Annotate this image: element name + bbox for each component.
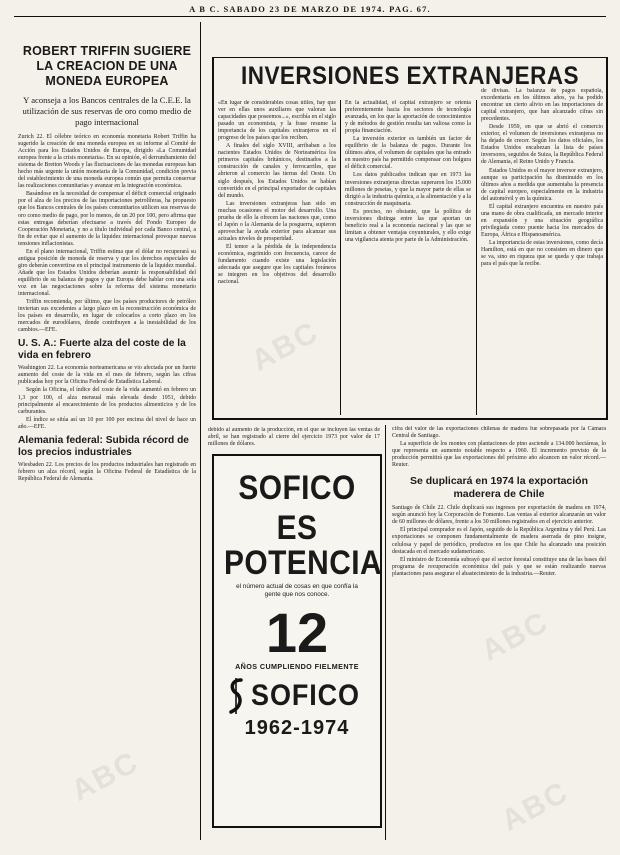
ad-line-potencia: POTENCIA [223, 544, 383, 582]
watermark: ABC [66, 745, 145, 808]
subhead-usa: U. S. A.: Fuerte alza del coste de la vida en febrero [18, 338, 186, 362]
watermark: ABC [476, 605, 555, 668]
page-masthead: A B C. SABADO 23 DE MARZO DE 1974. PAG. 67. [189, 4, 431, 14]
investments-box-left [212, 57, 214, 419]
headline-investments: INVERSIONES EXTRANJERAS [241, 62, 579, 90]
ad-years: 1962-1974 [244, 717, 350, 739]
paragraph: A finales del siglo XVIII, arribaban a los nacientes Estados Unidos de Norteamérica los primeros capitales británicos, destinados a la construcción de canales y ferrocarriles, que abrieron al comercio las tierras del Oeste. Un siglo después, los Estados Unidos se habían convertido en el principal exportador de capitales del mundo. [218, 143, 336, 199]
paragraph: El ministro de Economía subrayó que el sector forestal constituye una de las bases del programa de recuperación económica del país y que se están realizando nuevas plantaciones para asegurar el abastecimiento de la industria.—Reuter. [392, 556, 606, 577]
chile-lead-in-left [208, 427, 380, 449]
investments-col-3 [481, 88, 603, 416]
paragraph: La inversión exterior es también un factor de equilibrio de la balanza de pagos. Durante los últimos años, el volumen de capitales que ha entrado en nuestro país ha permitido compensar con holgura el déficit comercial. [345, 136, 471, 171]
paragraph: «En lugar de considerables cosas útiles, hay que ver en ellas unos auxiliares que valoran las capacidades que poseemos...», escribía en el siglo pasado un economista, y la frase resume la importancia de los capitales extranjeros en el progreso de los países que los reciben. [218, 100, 336, 142]
ad-subline: el número actual de cosas en que confía la gente que nos conoce. [236, 583, 358, 598]
paragraph: Wiesbaden 22. Los precios de los productos industriales han registrado en febrero un alza récord, según la Oficina Federal de Estadística de la República Federal de Alemania. [18, 461, 196, 482]
paragraph: El capital extranjero encuentra en nuestro país una mano de obra cualificada, un mercado interior en expansión y una situación geográfica privilegiada como puente hacia los mercados de Europa, África e Hispanoamérica. [481, 203, 603, 238]
ad-number: 12 [265, 601, 329, 664]
paragraph: Los datos publicados indican que en 1973 las inversiones extranjeras directas superaron los 15.000 millones de pesetas, y que la mayor parte de ellas se dirigió a la industria química, a la alimentación y a la construcción de maquinaria. [345, 172, 471, 207]
sofico-logo-icon [227, 677, 245, 715]
investments-box-top [212, 57, 608, 58]
sofico-advertisement[interactable] [212, 454, 382, 828]
investments-col-divider-1 [340, 100, 341, 415]
paragraph: Basándose en la necesidad de compensar el déficit comercial originado por el alza de los precios de las importaciones petrolíferas, ha propuesto que los Bancos centrales de los países comunitarios utilicen sus reservas de oro como medio de pago, por lo menos, de un 20 por 100, pero afirma que estas entregas deberían efectuarse a través del Fondo Europeo de Cooperación Monetaria, y no a título individual por cada Banco central, a fin de evitar que el aumento de la liquidez internacional provoque nuevas tensiones inflacionistas. [18, 191, 196, 247]
column-divider-left [200, 22, 201, 840]
paragraph: de divisas. La balanza de pagos española, excedentaria en los últimos años, ya ha podido encontrar un cierto alivio en las importaciones de capital extranjero, que han alcanzado cifras sin precedentes. [481, 88, 603, 123]
paragraph: Desde 1959, en que se abrió el comercio exterior, el volumen de inversiones extranjeras no ha dejado de crecer. Según los datos oficiales, los Estados Unidos encabezan la lista de países inversores, seguidos de Suiza, la República Federal de Alemania, el Reino Unido y Francia. [481, 124, 603, 166]
paragraph: Washington 22. La economía norteamericana se vio afectada por un fuerte aumento del coste de la vida en el mes de febrero, según las cifras publicadas hoy por la Oficina Federal de Estadística Laboral. [18, 365, 196, 386]
paragraph: La importancia de estas inversiones, como decía Hamilton, está en que no consisten en dinero que se va, sino en riqueza que se queda y que trabaja para el país que la recibe. [481, 239, 603, 268]
paragraph: debido al aumento de la producción, en el que se incluyen las ventas de abril, se han registrado al cierre del ejercicio 1973 por valor de 17 millones de dólares. [208, 427, 380, 448]
watermark: ABC [246, 315, 325, 378]
paragraph: La superficie de los montes con plantaciones de pino asciende a 134.000 hectáreas, lo que representa un aumento notable respecto a 1960. El incremento previsto de la producción permitirá que las exportaciones del próximo año alcancen un valor récord.—Reuter. [392, 441, 606, 469]
ad-brand-row [214, 677, 380, 715]
article-europe [18, 44, 196, 840]
headline-triffin: ROBERT TRIFFIN SUGIERE LA CREACION DE UNA MONEDA EUROPEA [22, 44, 192, 88]
investments-box-bottom [212, 418, 608, 420]
investments-box-right [606, 57, 608, 419]
deck-triffin: Y aconseja a los Bancos centrales de la C.E.E. la utilización de sus reservas de oro como medio de pago internacional [22, 95, 192, 127]
paragraph: Estados Unidos es el mayor inversor extranjero, aunque su participación ha disminuido en los últimos años a medida que aumentaba la presencia de capital europeo, especialmente en la industria del automóvil y en la química. [481, 167, 603, 202]
masthead-rule [14, 16, 606, 17]
paragraph: El principal comprador es el Japón, seguido de la República Argentina y del Perú. Las exportaciones se componen fundamentalmente de madera aserrada de pino insigne, celulosa y papel de periódico, productos en los que Chile ha alcanzado una posición destacada en el mercado sudamericano. [392, 527, 606, 555]
ad-tagline: AÑOS CUMPLIENDO FIELMENTE [235, 662, 359, 671]
ad-brand: SOFICO [251, 679, 361, 712]
paragraph: El temor a la pérdida de la independencia económica, esgrimido con frecuencia, carece de fundamento cuando existe una legislación adecuada que asegure que los capitales foráneos se integren en los objetivos del desarrollo nacional. [218, 243, 336, 286]
subhead-germany: Alemania federal: Subida récord de los precios industriales [18, 434, 189, 458]
paragraph: Triffin recomienda, por último, que los países productores de petróleo inviertan sus excedentes a largo plazo en la reconstrucción económica de los países en desarrollo, en lugar de colocarlos a corto plazo en los mercados de eurodólares, donde contribuyen a la inestabilidad de los cambios.—EFE. [18, 299, 196, 334]
paragraph: cifra del valor de las exportaciones chilenas de madera fue sobrepasada por la Cámara Central de Santiago. [392, 426, 606, 440]
ad-line-es: ES [276, 509, 318, 547]
paragraph: Santiago de Chile 22. Chile duplicará sus ingresos por exportación de madera en 1974, según anunció hoy la Corporación de Fomento. Las ventas al exterior alcanzarán un valor de 60 millones de dólares, frente a los 30 millones registrados en el ejercicio anterior. [392, 505, 606, 526]
column-divider-bottom-mid [385, 425, 386, 840]
paragraph: Zurich 22. El célebre teórico en economía monetaria Robert Triffin ha sugerido la creación de una moneda europea en su informe al Comité de Acción para los Estados Unidos de Europa, dirigido «La Comunidad europea frente a la crisis monetaria». En su opinión, el derrumbamiento del sistema de Bretton Woods y las fluctuaciones de las monedas europeas han hecho más urgente la unión monetaria de la Comunidad, condición previa del establecimiento de una moneda europea común que permita conservar las realizaciones comunitarias y avanzar en la integración económica. [18, 134, 196, 190]
paragraph: El índice se sitúa así un 10 por 100 por encima del nivel de hace un año.—EFE. [18, 416, 196, 430]
ad-line-sofico: SOFICO [238, 469, 356, 507]
investments-col-divider-2 [476, 100, 477, 415]
headline-chile: Se duplicará en 1974 la exportación maderera de Chile [410, 475, 588, 500]
paragraph: Es preciso, no obstante, que la política de inversiones distinga entre las que aportan un beneficio real a la economía nacional y las que se limitan a obtener ventajas coyunturales, y ello exige una vigilancia atenta por parte de la Administración. [345, 208, 471, 243]
watermark: ABC [496, 775, 575, 838]
paragraph: En el plano internacional, Triffin estima que el dólar no recuperará su antigua posición de moneda de reserva y que los derechos especiales de giro deberán convertirse en el principal instrumento de la liquidez mundial. Añade que los Estados Unidos deberían asumir la responsabilidad del equilibrio de su balanza de pagos y que Europa debe hablar con una sola voz en las negociaciones sobre la reforma del sistema monetario internacional. [18, 248, 196, 298]
paragraph: En la actualidad, el capital extranjero se orienta preferentemente hacia los sectores de tecnología avanzada, en los que la aportación de conocimientos y de métodos de gestión resulta tan valiosa como la propia financiación. [345, 100, 471, 135]
paragraph: Las inversiones extranjeras han sido en muchas ocasiones el motor del desarrollo. Una prueba de ello la ofrecen las naciones que, como el Japón o la Alemania de la posguerra, supieron aprovechar la ayuda exterior para alcanzar sus actuales niveles de prosperidad. [218, 200, 336, 242]
investments-col-2 [345, 100, 471, 416]
paragraph: Según la Oficina, el índice del coste de la vida aumentó en febrero un 1,3 por 100, el alza mensual más elevada desde 1951, debido principalmente al encarecimiento de los productos alimenticios y de los carburantes. [18, 387, 196, 415]
